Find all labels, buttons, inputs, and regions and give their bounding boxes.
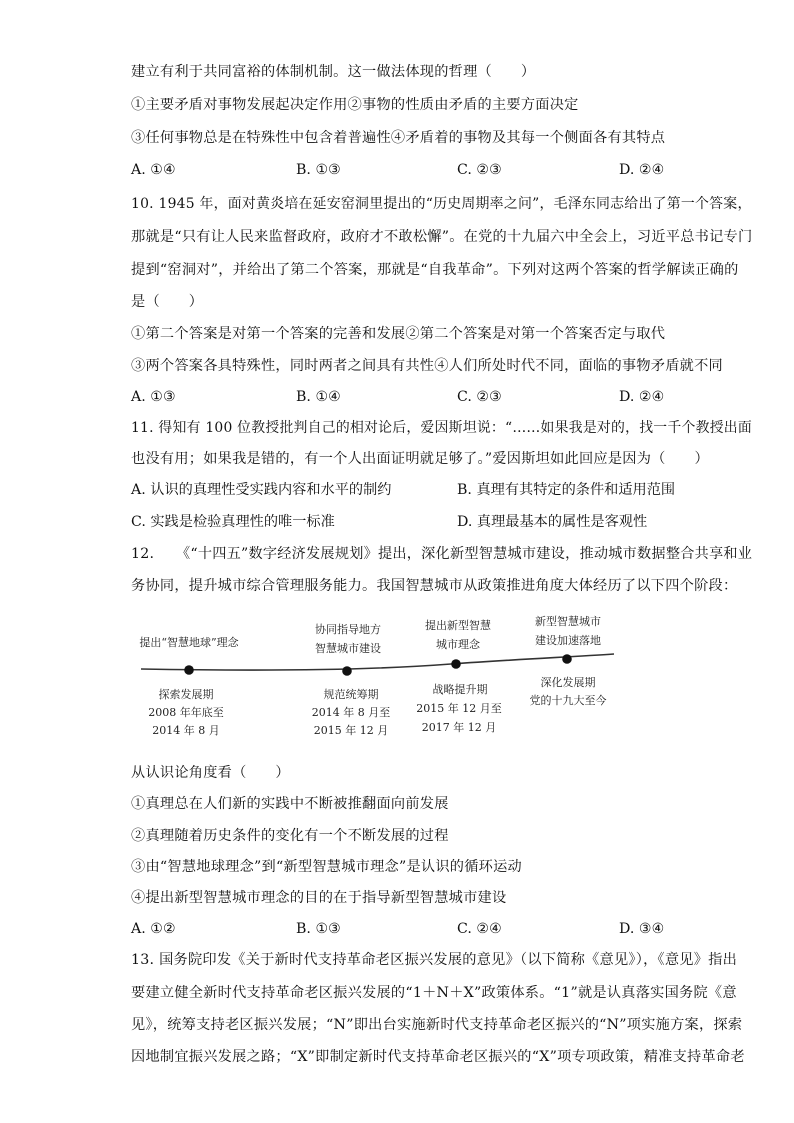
timeline-dot [184, 665, 194, 675]
q10-statement-1: ①第二个答案是对第一个答案的完善和发展②第二个答案是对第一个答案否定与取代 [131, 326, 666, 342]
q9-stem-tail: 建立有利于共同富裕的体制机制。这一做法体现的哲理（ ） [131, 64, 536, 80]
stage-3-end: 2017 年 12 月 [421, 721, 497, 734]
q12-statement-3: ③由“智慧地球理念”到“新型智慧城市理念”是认识的循环运动 [131, 859, 522, 875]
smart-city-timeline [131, 605, 631, 755]
q13-stem-line-3: 见》，统筹支持老区振兴发展；“N”即出台实施新时代支持革命老区振兴的“N”项实施方案，探索 [131, 1017, 743, 1033]
q9-option-d[interactable]: D. ②④ [619, 162, 665, 178]
q12-statement-2: ②真理随着历史条件的变化有一个不断发展的过程 [131, 828, 449, 844]
q10-option-c[interactable]: C. ②③ [457, 389, 502, 405]
stage-2-period: 规范统筹期 [323, 688, 379, 701]
q12-statement-1: ①真理总在人们新的实践中不断被推翻面向前发展 [131, 796, 449, 812]
q12-option-a[interactable]: A. ①② [131, 921, 176, 937]
q12-option-c[interactable]: C. ②④ [457, 921, 502, 937]
timeline-stage-4 [530, 614, 607, 707]
q10-option-d[interactable]: D. ②④ [619, 389, 665, 405]
stage-3-start: 2015 年 12 月至 [416, 702, 502, 715]
stage-3-period: 战略提升期 [432, 683, 488, 696]
q9-option-c[interactable]: C. ②③ [457, 162, 502, 178]
stage-1-start: 2008 年年底至 [148, 706, 224, 719]
stage-2-event-line-1: 协同指导地方 [315, 623, 381, 636]
stage-1-period: 探索发展期 [158, 688, 214, 701]
q13-stem-line-2: 要建立健全新时代支持革命老区振兴发展的“1＋N＋X”政策体系。“1”就是认真落实国务院《意 [131, 985, 737, 1001]
timeline-dot [451, 659, 461, 669]
q11-stem-line-2: 也没有用；如果我是错的，有一个人出面证明就足够了。”爱因斯坦如此回应是因为（ ） [131, 451, 709, 467]
stage-3-event-line-1: 提出新型智慧 [425, 619, 491, 632]
q10-statement-2: ③两个答案各具特殊性，同时两者之间具有共性④人们所处时代不同，面临的事物矛盾就不同 [131, 358, 723, 374]
q11-stem-line-1: 11. 得知有 100 位教授批判自己的相对论后，爱因斯坦说：“……如果我是对的，找一千个教授出面 [131, 420, 752, 436]
stage-1-event: 提出“智慧地球”理念 [139, 636, 239, 649]
timeline-stage-1 [139, 635, 239, 737]
stage-4-range: 党的十九大至今 [529, 694, 607, 707]
q12-statement-4: ④提出新型智慧城市理念的目的在于指导新型智慧城市建设 [131, 890, 507, 906]
q9-option-a[interactable]: A. ①④ [131, 162, 176, 178]
timeline-dot [342, 666, 352, 676]
q10-stem-line-3: 提到“窑洞对”，并给出了第二个答案，那就是“自我革命”。下列对这两个答案的哲学解读正确的 [131, 262, 739, 278]
timeline-stage-3 [416, 618, 501, 734]
q11-option-c[interactable]: C. 实践是检验真理性的唯一标准 [131, 514, 335, 530]
stage-4-event-line-2: 建设加速落地 [535, 634, 601, 647]
q10-stem-line-2: 那就是“只有让人民来监督政府，政府才不敢松懈”。在党的十九届六中全会上，习近平总书记专门 [131, 229, 753, 245]
stage-2-event-line-2: 智慧城市建设 [315, 642, 381, 655]
timeline-line [141, 654, 614, 670]
stage-3-event-line-2: 城市理念 [436, 638, 480, 651]
q10-stem-line-1: 10. 1945 年，面对黄炎培在延安窑洞里提出的“历史周期率之问”，毛泽东同志给出了第一个答案， [131, 196, 752, 212]
q9-statement-2: ③任何事物总是在特殊性中包含着普遍性④矛盾着的事物及其每一个侧面各有其特点 [131, 130, 666, 146]
q13-stem-line-4: 因地制宜振兴发展之路；“X”即制定新时代支持革命老区振兴的“X”项专项政策，精准支持革命老 [131, 1049, 745, 1065]
q9-option-b[interactable]: B. ①③ [296, 162, 341, 178]
stage-4-period: 深化发展期 [540, 676, 596, 689]
q11-option-b[interactable]: B. 真理有其特定的条件和适用范围 [457, 482, 676, 498]
q12-stem-line-2: 务协同，提升城市综合管理服务能力。我国智慧城市从政策推进角度大体经历了以下四个阶段： [131, 578, 738, 594]
q11-option-a[interactable]: A. 认识的真理性受实践内容和水平的制约 [131, 482, 392, 498]
q12-question: 从认识论角度看（ ） [131, 765, 290, 781]
timeline-dot [562, 654, 572, 664]
q11-option-d[interactable]: D. 真理最基本的属性是客观性 [457, 514, 648, 530]
stage-2-end: 2015 年 12 月 [313, 724, 389, 737]
stage-1-end: 2014 年 8 月 [152, 724, 220, 737]
q12-option-b[interactable]: B. ①③ [296, 921, 341, 937]
stage-4-event-line-1: 新型智慧城市 [535, 615, 601, 628]
q10-stem-line-4: 是（ ） [131, 294, 204, 310]
q13-stem-line-1: 13. 国务院印发《关于新时代支持革命老区振兴发展的意见》（以下简称《意见》），《意见》指出 [131, 952, 738, 968]
q10-option-b[interactable]: B. ①④ [296, 389, 341, 405]
q12-option-d[interactable]: D. ③④ [619, 921, 665, 937]
timeline-stage-2 [312, 622, 390, 737]
stage-2-start: 2014 年 8 月至 [311, 706, 391, 719]
q10-option-a[interactable]: A. ①③ [131, 389, 176, 405]
q9-statement-1: ①主要矛盾对事物发展起决定作用②事物的性质由矛盾的主要方面决定 [131, 97, 579, 113]
q12-stem-line-1: 12. 《“十四五”数字经济发展规划》提出，深化新型智慧城市建设，推动城市数据整合共享和业 [131, 546, 753, 562]
